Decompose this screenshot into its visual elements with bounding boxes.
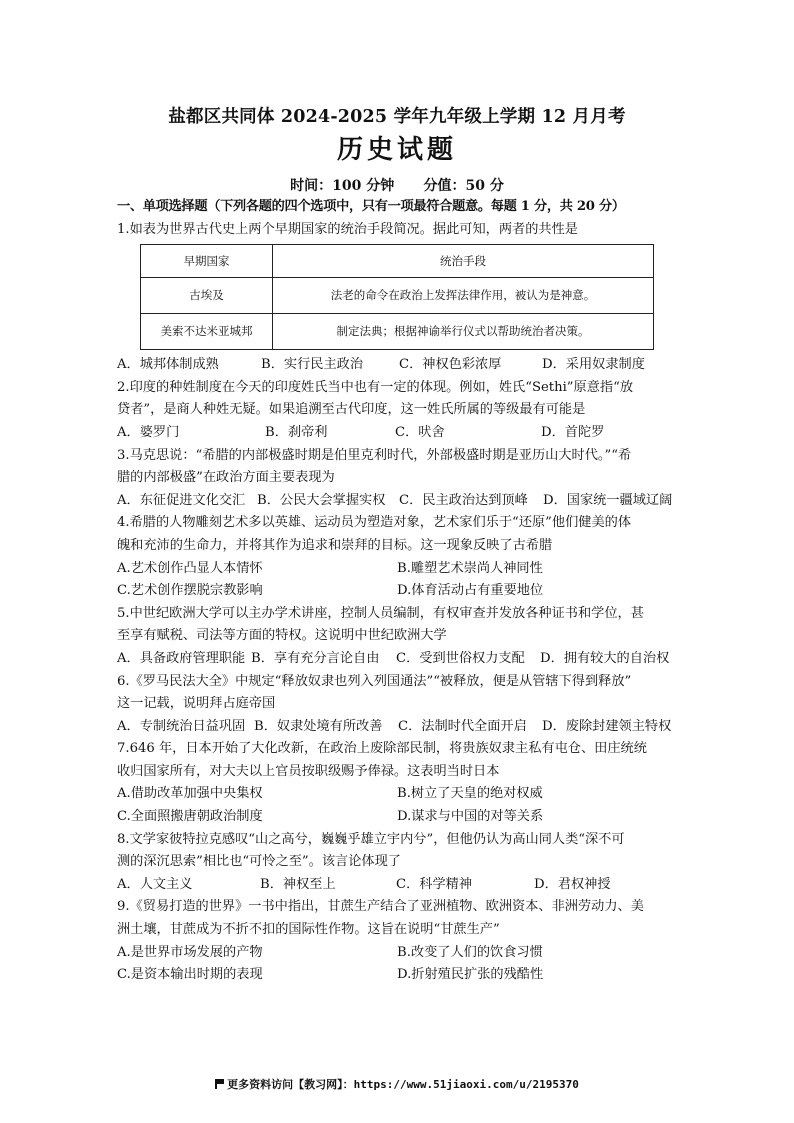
option-d: D．君权神授	[534, 876, 611, 892]
option-d: D.体育活动占有重要地位	[397, 583, 544, 599]
option-a: A.是世界市场发展的产物	[117, 944, 263, 960]
footer	[0, 1076, 794, 1092]
flag-icon	[215, 1079, 224, 1089]
option-a: A．专制统治日益巩固	[117, 718, 246, 734]
question-4-stem-line: 魄和充沛的生命力，并将其作为追求和崇拜的目标。这一现象反映了古希腊	[117, 537, 553, 553]
question-3-stem-line: 腊的内部极盛”在政治方面主要表现为	[117, 470, 335, 486]
option-a: A．具备政府管理职能	[117, 650, 246, 666]
footer-link[interactable]: 更多资料访问【教习网】：https://www.51jiaoxi.com/u/2195370	[227, 1078, 579, 1091]
question-8-options	[117, 874, 687, 897]
question-8-stem-line: 测的深沉思索”相比也“可怜之至”。该言论体现了	[117, 854, 401, 870]
question-4-stem-line: 4.希腊的人物雕刻艺术多以英雄、运动员为塑造对象，艺术家们乐于“还原”他们健美的体	[117, 515, 631, 531]
question-2-stem-line: 贷者”，是商人种姓无疑。如果追溯至古代印度，这一姓氏所属的等级最有可能是	[117, 402, 586, 418]
option-d: D.谋求与中国的对等关系	[397, 809, 544, 825]
option-d: D．拥有较大的自治权	[540, 650, 670, 666]
exam-subtitle: 历史试题	[336, 135, 457, 165]
option-b: B．刹帝利	[265, 424, 328, 440]
question-7-stem-line: 7.646 年，日本开始了大化改新，在政治上废除部民制，将贵族奴隶主私有屯仓、田庄统统	[117, 741, 647, 757]
option-d: D．国家统一疆域辽阔	[543, 492, 673, 508]
question-1	[117, 219, 687, 377]
question-6-options	[117, 716, 687, 739]
option-c: C.是资本输出时期的表现	[117, 967, 263, 983]
question-3	[117, 445, 687, 513]
question-4-options	[117, 558, 687, 603]
option-c: C．法制时代全面开启	[398, 718, 527, 734]
exam-content	[117, 196, 687, 987]
question-3-options	[117, 490, 687, 513]
question-8-stem-line: 8.文学家彼特拉克感叹“山之高兮，巍巍乎雄立宇内兮”，但他仍认为高山同人类“深不可	[117, 831, 625, 847]
section-heading: 一、单项选择题（下列各题的四个选项中，只有一项最符合题意。每题 1 分，共 20 分）	[117, 199, 625, 214]
question-3-stem-line: 3.马克思说：“希腊的内部极盛时期是伯里克利时代，外部极盛时期是亚历山大时代。”“希	[117, 447, 632, 463]
table-header-cell: 早期国家	[141, 245, 273, 278]
option-b: B．公民大会掌握实权	[257, 492, 386, 508]
option-b: B.雕塑艺术崇尚人神同性	[397, 560, 543, 576]
option-c: C．神权色彩浓厚	[399, 357, 502, 373]
question-4	[117, 512, 687, 602]
option-c: C．受到世俗权力支配	[396, 650, 525, 666]
question-6-stem-line: 6.《罗马民法大全》中规定“释放奴隶也列入列国通法”“被释放，便是从管辖下得到释放”	[117, 673, 632, 689]
table-header-row	[141, 245, 654, 278]
question-9	[117, 896, 687, 986]
option-c: C.艺术创作摆脱宗教影响	[117, 583, 263, 599]
question-6-stem-line: 这一记载，说明拜占庭帝国	[117, 696, 276, 712]
question-2	[117, 377, 687, 445]
question-5-options	[117, 648, 687, 671]
exam-meta: 时间：100 分钟 分值：50 分	[290, 178, 504, 194]
question-9-stem-line: 9.《贸易打造的世界》一书中指出，甘蔗生产结合了亚洲植物、欧洲资本、非洲劳动力、美	[117, 899, 644, 915]
option-a: A．城邦体制成熟	[117, 357, 219, 373]
option-b: B．实行民主政治	[261, 357, 364, 373]
table-row	[141, 278, 654, 314]
option-a: A.借助改革加强中央集权	[117, 786, 263, 802]
option-a: A.艺术创作凸显人本情怀	[117, 560, 263, 576]
question-7-options	[117, 783, 687, 828]
option-d: D．废除封建领主特权	[542, 718, 672, 734]
option-c: C．科学精神	[396, 876, 473, 892]
option-d: D．首陀罗	[541, 424, 605, 440]
question-5-stem-line: 至享有赋税、司法等方面的特权。这说明中世纪欧洲大学	[117, 628, 447, 644]
table-cell: 制定法典；根据神谕举行仪式以帮助统治者决策。	[273, 314, 654, 350]
option-d: D．采用奴隶制度	[542, 357, 645, 373]
question-6	[117, 671, 687, 739]
option-a: A．人文主义	[117, 876, 193, 892]
table-header-cell: 统治手段	[273, 245, 654, 278]
question-9-options	[117, 942, 687, 987]
table-cell: 古埃及	[141, 278, 273, 314]
question-2-stem-line: 2.印度的种姓制度在今天的印度姓氏当中也有一定的体现。例如，姓氏“Sethi”原意指“放	[117, 379, 634, 395]
question-1-table	[140, 244, 654, 350]
question-9-stem-line: 洲土壤，甘蔗成为不折不扣的国际性作物。这旨在说明“甘蔗生产”	[117, 922, 500, 938]
exam-title: 盐都区共同体 2024-2025 学年九年级上学期 12 月月考	[168, 107, 626, 127]
question-2-options	[117, 422, 687, 445]
option-b: B.改变了人们的饮食习惯	[397, 944, 543, 960]
table-cell: 美索不达米亚城邦	[141, 314, 273, 350]
question-1-options	[117, 354, 687, 377]
option-b: B.树立了天皇的绝对权威	[397, 786, 543, 802]
option-c: C．吠舍	[395, 424, 445, 440]
table-row	[141, 314, 654, 350]
question-7-stem-line: 收归国家所有，对大夫以上官员按职级赐予俸禄。这表明当时日本	[117, 763, 500, 779]
option-c: C.全面照搬唐朝政治制度	[117, 809, 263, 825]
option-b: B．神权至上	[260, 876, 336, 892]
question-5-stem-line: 5.中世纪欧洲大学可以主办学术讲座，控制人员编制，有权审查并发放各种证书和学位，甚	[117, 605, 644, 621]
option-b: B．奴隶处境有所改善	[254, 718, 383, 734]
option-b: B．享有充分言论自由	[251, 650, 380, 666]
option-d: D.折射殖民扩张的残酷性	[397, 967, 544, 983]
question-7	[117, 738, 687, 828]
option-c: C．民主政治达到顶峰	[399, 492, 528, 508]
option-a: A．婆罗门	[117, 424, 180, 440]
table-cell: 法老的命令在政治上发挥法律作用，被认为是神意。	[273, 278, 654, 314]
question-8	[117, 829, 687, 897]
question-1-stem: 1.如表为世界古代史上两个早期国家的统治手段简况。据此可知，两者的共性是	[117, 221, 578, 237]
option-a: A．东征促进文化交汇	[117, 492, 246, 508]
question-5	[117, 603, 687, 671]
